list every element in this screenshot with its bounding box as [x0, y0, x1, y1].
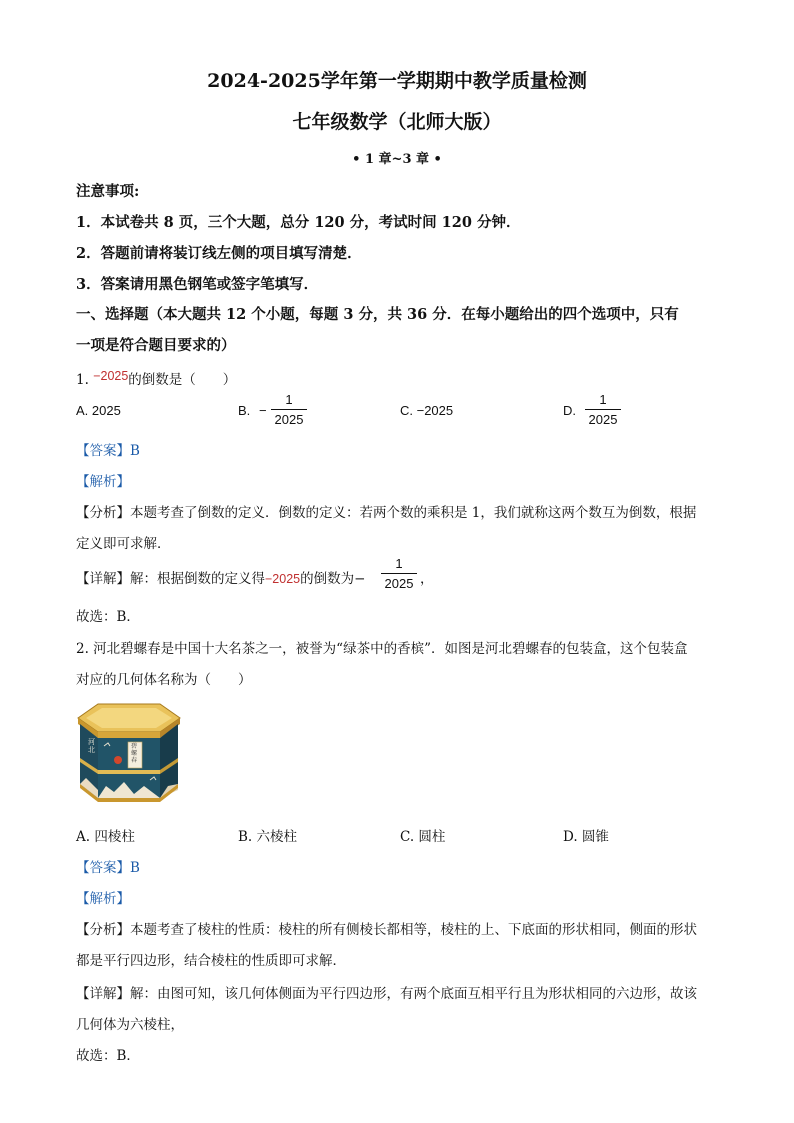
q1-analysis-line2: 定义即可求解． [76, 536, 171, 552]
q1-option-b-denominator: 2025 [274, 412, 304, 427]
section-heading-line1: 一、选择题（本大题共 12 个小题，每题 3 分，共 36 分．在每小题给出的四个选项中，只有 [76, 306, 679, 323]
q1-option-b-numerator: 1 [285, 392, 293, 407]
q2-stem-line2: 对应的几何体名称为（ ） [76, 672, 252, 688]
q2-analysis-line2: 都是平行四边形，结合棱柱的性质即可求解． [76, 953, 346, 969]
q1-detail [76, 567, 365, 587]
q1-detail-prefix: 【详解】解：根据倒数的定义得 [76, 571, 265, 587]
q2-detail-line1: 【详解】解：由图可知，该几何体侧面为平行四边形，有两个底面互相平行且为形状相同的六边形，故该 [76, 986, 697, 1002]
fraction-bar [381, 573, 417, 574]
q2-analysis-tag: 【解析】 [76, 891, 130, 907]
q1-choose: 故选：B． [76, 609, 140, 625]
q1-option-d-fraction [585, 392, 621, 427]
q1-answer: 【答案】B [76, 443, 140, 459]
q1-stem-text: 的倒数是（ ） [128, 372, 237, 388]
page-subtitle: 七年级数学（北师大版） [292, 111, 502, 133]
q1-detail-denominator: 2025 [384, 576, 414, 591]
q1-detail-fraction [381, 556, 417, 591]
q1-option-b-sign: − [259, 403, 267, 418]
note-item-1: 1．本试卷共 8 页，三个大题，总分 120 分，考试时间 120 分钟． [76, 214, 521, 231]
q1-detail-sign: − [354, 571, 366, 587]
q1-option-d-denominator: 2025 [588, 412, 618, 427]
q2-detail-line2: 几何体为六棱柱， [76, 1017, 184, 1033]
q2-option-b: B. 六棱柱 [238, 829, 298, 845]
note-item-2: 2．答题前请将装订线左侧的项目填写清楚． [76, 245, 362, 262]
q2-option-d: D. 圆锥 [563, 829, 609, 845]
q1-detail-numerator: 1 [395, 556, 403, 571]
fraction-bar [271, 409, 307, 410]
q1-option-d-numerator: 1 [599, 392, 607, 407]
q2-option-a: A. 四棱柱 [76, 829, 135, 845]
q1-detail-mid: 的倒数为 [300, 571, 355, 587]
chapter-scope: • 1 章~3 章 • [352, 152, 442, 167]
note-item-3: 3．答案请用黑色钢笔或签字笔填写． [76, 276, 319, 293]
q1-analysis-line1: 【分析】本题考查了倒数的定义．倒数的定义：若两个数的乘积是 1，我们就称这两个数互为倒数，根据 [76, 505, 697, 521]
fraction-bar [585, 409, 621, 410]
tea-box-label-left: 河北 [88, 738, 95, 754]
notes-heading: 注意事项: [76, 183, 140, 200]
q1-option-b-label: B. [238, 403, 251, 418]
tea-box-image [76, 700, 182, 808]
q1-option-d-label: D. [563, 403, 576, 418]
q2-answer: 【答案】B [76, 860, 140, 876]
section-heading-line2: 一项是符合题目要求的） [76, 337, 236, 354]
q1-analysis-tag: 【解析】 [76, 474, 130, 490]
q1-option-a: A. 2025 [76, 403, 121, 418]
q1-option-c: C. −2025 [400, 403, 454, 418]
q1-expression: −2025 [93, 369, 129, 383]
page-title: 2024-2025学年第一学期期中教学质量检测 [207, 70, 587, 92]
tea-box-label-right: 碧螺春 [131, 743, 138, 764]
q1-number: 1. [76, 372, 89, 388]
q2-stem-line1: 2. 河北碧螺春是中国十大名茶之一，被誉为“绿茶中的香槟”．如图是河北碧螺春的包装盒，这个包装盒 [76, 641, 688, 657]
q2-option-c: C. 圆柱 [400, 829, 446, 845]
q2-choose: 故选：B． [76, 1048, 140, 1064]
q1-option-b-fraction [271, 392, 307, 427]
q2-analysis-line1: 【分析】本题考查了棱柱的性质：棱柱的所有侧棱长都相等，棱柱的上、下底面的形状相同，侧面的形状 [76, 922, 697, 938]
q1-stem [76, 368, 236, 388]
q1-detail-expression: −2025 [265, 572, 301, 586]
q1-detail-end: ， [420, 571, 434, 587]
